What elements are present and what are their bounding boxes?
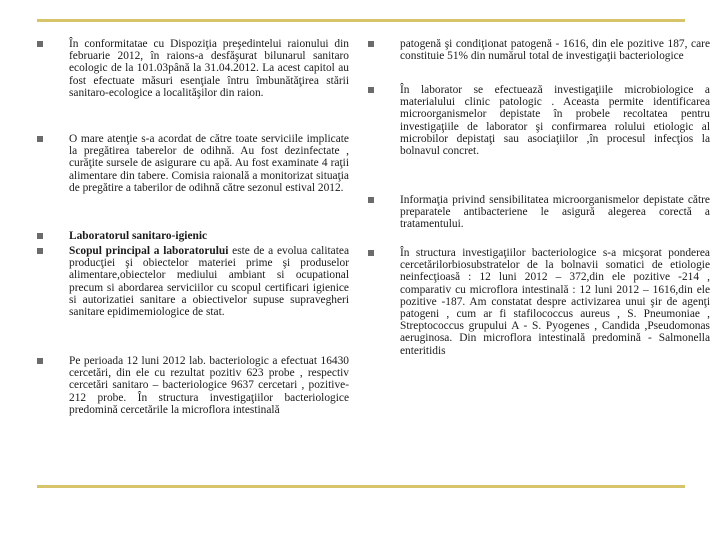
square-bullet-icon [37,358,43,364]
list-item [368,194,710,247]
left-bullet-list [37,38,349,416]
top-divider [37,19,685,22]
list-item [37,38,349,133]
item-text: În structura investigaţiilor bacteriologice s-a micşorat ponderea cercetărilorbiosubstratelor de la bolnavii somatici de etiologie neinfecţioasă : 12 luni 2012 – 372,din ele pozitive -214 , comparativ cu microflora intestinală : 12 luni 2012 – 1616,din ele pozitive -187. Am constatat despre activizarea unui şir de agenţi patogeni , cum ar fi stafilococcus aureus , S. Pneumoniae , Streptococcus grupului A - S. Pyogenes , Candida ,Pseudomonas aeruginosa. Din microflora intestinală predomină - Salmonella enteritidis [400,247,710,357]
item-text: Informaţia privind sensibilitatea microorganismelor depistate către preparatele antibacteriene le asigură alegerea corectă a tratamentului. [400,194,710,231]
item-text: Pe perioada 12 luni 2012 lab. bacteriologic a efectuat 16430 cercetări, din ele cu rezultat pozitiv 623 probe , respectiv cercetări sanitaro – bacteriologice 9637 cercetari , pozitive- 212 probe. În structura investigaţiilor bacteriologice predomină cercetările la microflora intestinală [69,355,349,416]
list-item [37,245,349,355]
item-heading: Laboratorul sanitaro-igienic [69,230,208,242]
list-item [368,84,710,194]
square-bullet-icon [368,197,374,203]
list-item [368,38,710,84]
list-item [37,355,349,416]
list-item [37,133,349,230]
list-item [368,247,710,357]
item-lead: Scopul principal a laboratorului [69,245,229,257]
square-bullet-icon [37,136,43,142]
item-text: este de a evolua calitatea producţiei şi obiectelor materiei prime şi produselor alimentare,obiectelor mediului ambiant si ocupational precum si abordarea serviciilor cu scopul certificari igienice si autorizatiei sanitare a obiectivelor supuse supravegheri sanitare epidimemiologice de stat. [69,245,349,319]
list-item [37,230,349,245]
right-column [368,38,710,357]
square-bullet-icon [368,41,374,47]
square-bullet-icon [37,248,43,254]
square-bullet-icon [368,250,374,256]
square-bullet-icon [37,233,43,239]
right-bullet-list [368,38,710,357]
item-text: O mare atenţie s-a acordat de către toate serviciile implicate la pregătirea taberelor de odihnă. Au fost dezinfectate , curăţite sursele de asigurare cu apă. Au fost examinate 4 raţii alimentare din tabere. Comisia raională a monitorizat situaţia de pregătire a taberilor de odihnă către sezonul estival 2012. [69,133,349,194]
item-text: În conformitatae cu Dispoziţia preşedintelui raionului din februarie 2012, în raions-a desfăşurat bilunarul sanitaro ecologic de la 101.03până la 31.04.2012. La acest capitol au fost efectuate măsuri esenţiale întru îmbunătăţirea stării sanitaro-ecologice a localităşilor din raion. [69,38,349,99]
left-column [37,38,349,416]
item-text: În laborator se efectuează investigaţiile microbiologice a materialului clinic patologic . Aceasta permite identificarea microorganismelor depistate în probele recoltatea pentru investigaţiile de laborator şi confirmarea rolului etiologic al microbilor depistaţi sau asociaţiilor ,în procesul infecţios la bolnavul concret. [400,84,710,158]
item-text: patogenă şi condiţionat patogenă - 1616, din ele pozitive 187, care constituie 51% din numărul total de investigaţii bacteriologice [400,38,710,63]
square-bullet-icon [37,41,43,47]
square-bullet-icon [368,87,374,93]
bottom-divider [37,485,685,488]
